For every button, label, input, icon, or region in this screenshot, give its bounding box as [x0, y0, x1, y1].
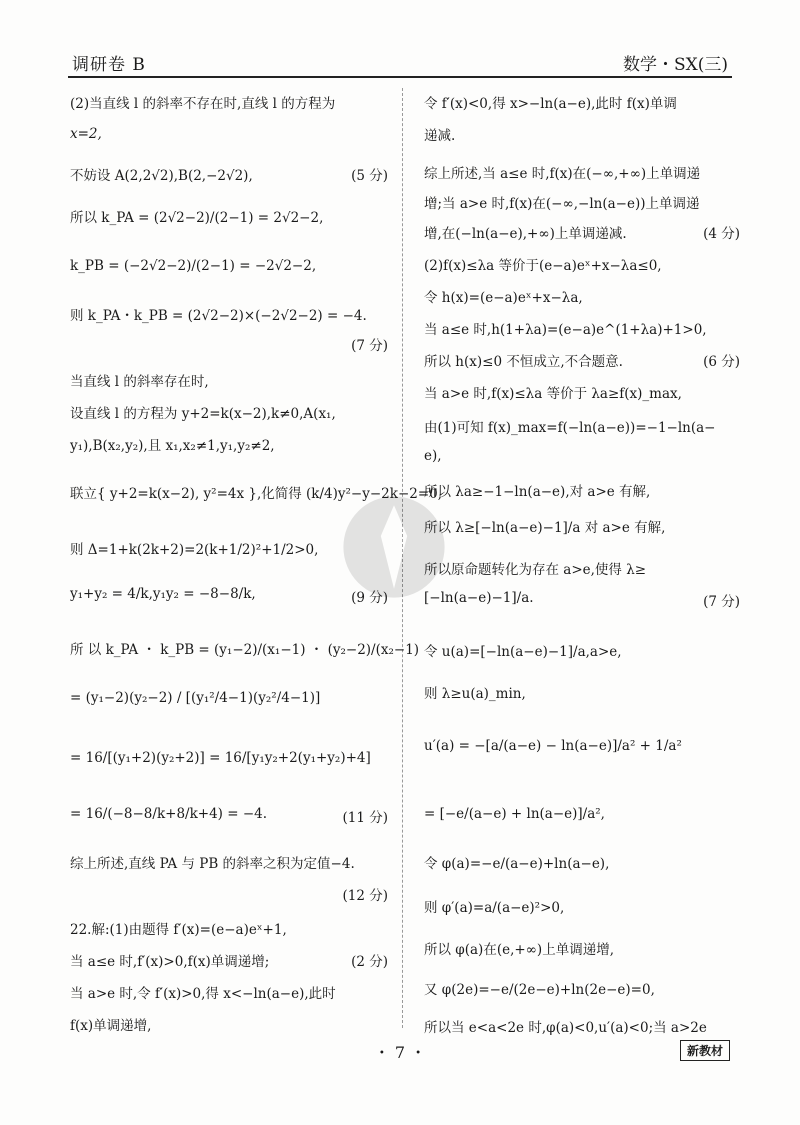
text-line: 22.解:(1)由题得 f′(x)=(e−a)eˣ+1,	[70, 922, 287, 938]
text-line: 综上所述,直线 PA 与 PB 的斜率之积为定值−4.	[70, 856, 355, 872]
text-line: 令 f′(x)<0,得 x>−ln(a−e),此时 f(x)单调	[424, 96, 677, 112]
score-points: (7 分)	[351, 338, 388, 354]
text-line: 令 h(x)=(e−a)eˣ+x−λa,	[424, 290, 583, 306]
text-line: [−ln(a−e)−1]/a. (7 分)	[424, 590, 740, 610]
text-line: y₁+y₂ = 4/k,y₁y₂ = −8−8/k, (9 分)	[70, 586, 388, 606]
text-line: 增,在(−ln(a−e),+∞)上单调递减. (4 分)	[424, 222, 740, 242]
text-line: 递减.	[424, 128, 456, 144]
score-points: (6 分)	[703, 354, 740, 370]
text-line: 设直线 l 的方程为 y+2=k(x−2),k≠0,A(x₁,	[70, 406, 336, 422]
text-line: 当 a>e 时,令 f′(x)>0,得 x<−ln(a−e),此时	[70, 986, 336, 1002]
text-line: 所以 λ≥[−ln(a−e)−1]/a 对 a>e 有解,	[424, 520, 666, 536]
header-title: 调研卷 B	[72, 55, 146, 75]
text-line: 不妨设 A(2,2√2),B(2,−2√2), (5 分)	[70, 164, 388, 184]
text-line: (2)当直线 l 的斜率不存在时,直线 l 的方程为	[70, 96, 336, 112]
text-line: 当直线 l 的斜率存在时,	[70, 374, 209, 390]
header-subject: 数学・SX(三)	[622, 55, 728, 75]
text-line: = 16/(−8−8/k+8/k+4) = −4. (11 分)	[70, 806, 388, 826]
text-line: x=2,	[70, 126, 102, 142]
text-line: 增;当 a>e 时,f(x)在(−∞,−ln(a−e))上单调递	[424, 196, 700, 212]
text-line: e),	[424, 448, 442, 464]
text-line: 所以当 e<a<2e 时,φ(a)<0,u′(a)<0;当 a>2e	[424, 1020, 707, 1036]
new-textbook-badge: 新教材	[680, 1040, 730, 1061]
score-points: (11 分)	[342, 810, 388, 826]
score-points: (5 分)	[351, 168, 388, 184]
text-line: 所以原命题转化为存在 a>e,使得 λ≥	[424, 562, 647, 578]
text-line: y₁),B(x₂,y₂),且 x₁,x₂≠1,y₁,y₂≠2,	[70, 438, 275, 454]
text-line: 联立{ y+2=k(x−2), y²=4x },化简得 (k/4)y²−y−2k−2=0,	[70, 486, 443, 502]
header-rule	[68, 76, 732, 78]
text-line: 则 k_PA・k_PB = (2√2−2)×(−2√2−2) = −4.	[70, 308, 367, 324]
text-line: 当 a≤e 时,f′(x)>0,f(x)单调递增; (2 分)	[70, 950, 388, 970]
text-line: 所以 h(x)≤0 不恒成立,不合题意. (6 分)	[424, 350, 740, 370]
text-line: 当 a≤e 时,h(1+λa)=(e−a)e^(1+λa)+1>0,	[424, 322, 707, 338]
text-line: 由(1)可知 f(x)_max=f(−ln(a−e))=−1−ln(a−	[424, 420, 716, 436]
text-line: 所以 λa≥−1−ln(a−e),对 a>e 有解,	[424, 484, 651, 500]
text-line: 综上所述,当 a≤e 时,f(x)在(−∞,+∞)上单调递	[424, 166, 701, 182]
text-line: 所以 φ(a)在(e,+∞)上单调递增,	[424, 942, 614, 958]
score-points: (2 分)	[351, 954, 388, 970]
text-line: 所以 k_PA = (2√2−2)/(2−1) = 2√2−2,	[70, 210, 324, 226]
text-line: = [−e/(a−e) + ln(a−e)]/a²,	[424, 806, 605, 822]
score-points: (4 分)	[703, 226, 740, 242]
score-points: (7 分)	[703, 594, 740, 610]
text-line: 又 φ(2e)=−e/(2e−e)+ln(2e−e)=0,	[424, 982, 655, 998]
text-line: = (y₁−2)(y₂−2) / [(y₁²/4−1)(y₂²/4−1)]	[70, 690, 321, 706]
text-line: 令 u(a)=[−ln(a−e)−1]/a,a>e,	[424, 644, 622, 660]
text-line: (2)f(x)≤λa 等价于(e−a)eˣ+x−λa≤0,	[424, 258, 662, 274]
text-line: 当 a>e 时,f(x)≤λa 等价于 λa≥f(x)_max,	[424, 386, 682, 402]
text-line: k_PB = (−2√2−2)/(2−1) = −2√2−2,	[70, 258, 317, 274]
score-points: (9 分)	[351, 590, 388, 606]
score-points: (12 分)	[342, 888, 388, 904]
text-line: f(x)单调递增,	[70, 1018, 152, 1034]
page-number: ・ 7 ・	[373, 1043, 427, 1062]
text-line: 则 Δ=1+k(2k+2)=2(k+1/2)²+1/2>0,	[70, 542, 319, 558]
text-line: 则 λ≥u(a)_min,	[424, 686, 526, 702]
text-line: u′(a) = −[a/(a−e) − ln(a−e)]/a² + 1/a²	[424, 738, 682, 754]
text-line: 令 φ(a)=−e/(a−e)+ln(a−e),	[424, 856, 610, 872]
text-line: 则 φ′(a)=a/(a−e)²>0,	[424, 900, 565, 916]
text-line: = 16/[(y₁+2)(y₂+2)] = 16/[y₁y₂+2(y₁+y₂)+4]	[70, 750, 371, 766]
text-line: 所 以 k_PA ・ k_PB = (y₁−2)/(x₁−1) ・ (y₂−2)/(x₂−1)	[70, 642, 420, 658]
